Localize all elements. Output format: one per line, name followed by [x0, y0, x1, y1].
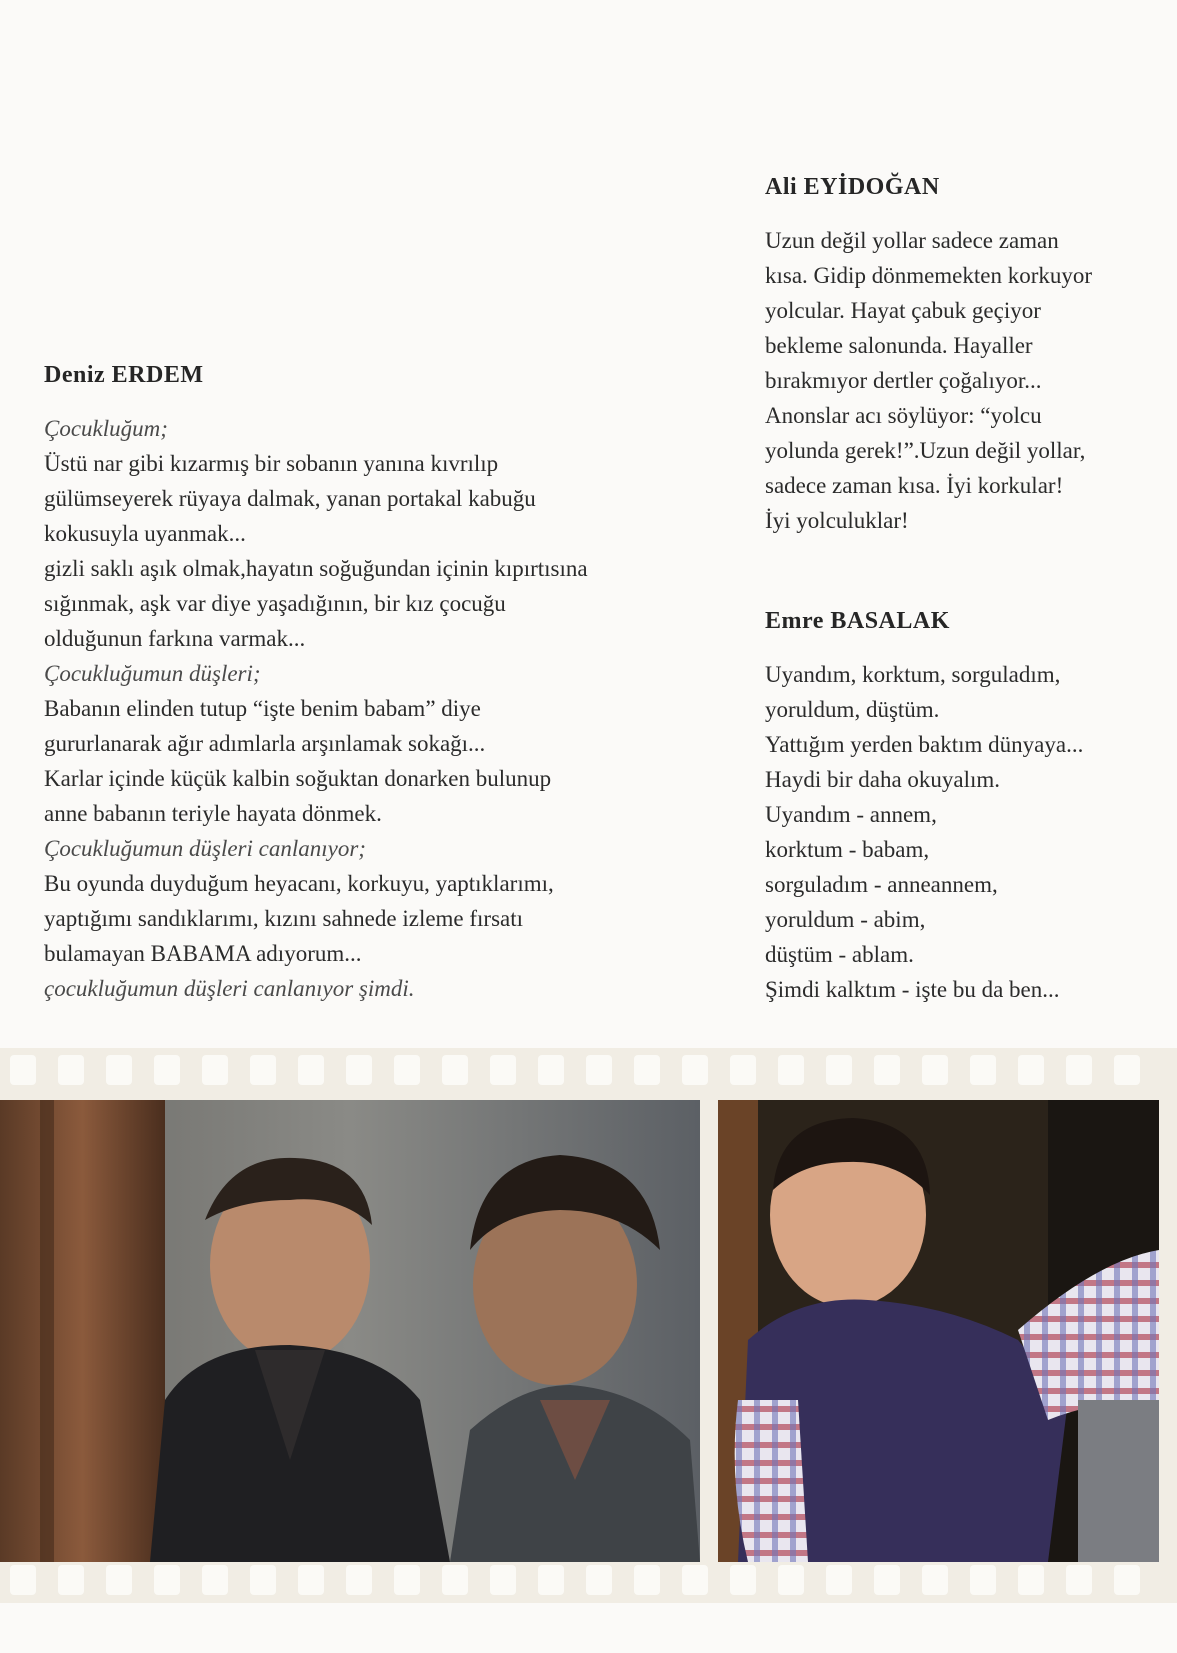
text-line: kokusuyla uyanmak...: [44, 521, 246, 546]
text-line: İyi yolculuklar!: [765, 508, 909, 533]
film-hole: [538, 1565, 564, 1595]
film-perforations-bottom: [0, 1560, 1177, 1600]
film-hole: [250, 1565, 276, 1595]
film-hole: [10, 1565, 36, 1595]
film-hole: [970, 1055, 996, 1085]
film-hole: [346, 1055, 372, 1085]
film-hole: [298, 1565, 324, 1595]
film-hole: [106, 1055, 132, 1085]
text-line: Karlar içinde küçük kalbin soğuktan donarken bulunup: [44, 766, 552, 791]
deniz-erdem-text: [44, 411, 664, 1006]
film-hole: [730, 1565, 756, 1595]
text-line: Çocukluğumun düşleri;: [44, 661, 261, 686]
film-hole: [394, 1055, 420, 1085]
photo-two-actors: [0, 1100, 700, 1562]
film-hole: [154, 1565, 180, 1595]
film-hole: [58, 1565, 84, 1595]
film-hole: [1114, 1055, 1140, 1085]
film-hole: [922, 1565, 948, 1595]
text-line: Şimdi kalktım - işte bu da ben...: [765, 977, 1060, 1002]
film-hole: [1066, 1055, 1092, 1085]
ali-eyidogan-section: [765, 174, 1145, 538]
text-line: olduğunun farkına varmak...: [44, 626, 306, 651]
film-hole: [490, 1565, 516, 1595]
film-hole: [202, 1565, 228, 1595]
text-line: bulamayan BABAMA adıyorum...: [44, 941, 362, 966]
text-line: anne babanın teriyle hayata dönmek.: [44, 801, 382, 826]
text-line: yolunda gerek!”.Uzun değil yollar,: [765, 438, 1086, 463]
film-hole: [826, 1055, 852, 1085]
film-hole: [1066, 1565, 1092, 1595]
film-hole: [538, 1055, 564, 1085]
text-line: Uzun değil yollar sadece zaman: [765, 228, 1059, 253]
film-hole: [778, 1565, 804, 1595]
emre-basalak-name: Emre BASALAK: [765, 608, 950, 634]
film-hole: [874, 1055, 900, 1085]
film-hole: [922, 1055, 948, 1085]
film-hole: [682, 1565, 708, 1595]
film-hole: [634, 1565, 660, 1595]
text-line: bırakmıyor dertler çoğalıyor...: [765, 368, 1042, 393]
deniz-erdem-section: [44, 362, 664, 1006]
text-line: Yattığım yerden baktım dünyaya...: [765, 732, 1084, 757]
text-line: Üstü nar gibi kızarmış bir sobanın yanına kıvrılıp: [44, 451, 499, 476]
text-line: yoruldum - abim,: [765, 907, 926, 932]
film-hole: [442, 1055, 468, 1085]
text-line: Uyandım, korktum, sorguladım,: [765, 662, 1061, 687]
emre-basalak-text: [765, 657, 1145, 1007]
film-hole: [586, 1055, 612, 1085]
film-hole: [250, 1055, 276, 1085]
film-hole: [778, 1055, 804, 1085]
film-hole: [970, 1565, 996, 1595]
film-hole: [682, 1055, 708, 1085]
film-hole: [634, 1055, 660, 1085]
photo-smiling-actor: [718, 1100, 1159, 1562]
film-hole: [58, 1055, 84, 1085]
film-hole: [394, 1565, 420, 1595]
text-line: yolcular. Hayat çabuk geçiyor: [765, 298, 1041, 323]
emre-basalak-section: [765, 608, 1145, 1007]
text-line: düştüm - ablam.: [765, 942, 914, 967]
film-hole: [1018, 1055, 1044, 1085]
film-hole: [874, 1565, 900, 1595]
film-hole: [10, 1055, 36, 1085]
film-hole: [106, 1565, 132, 1595]
text-line: Çocukluğumun düşleri canlanıyor;: [44, 836, 366, 861]
text-line: bekleme salonunda. Hayaller: [765, 333, 1033, 358]
text-line: Anonslar acı söylüyor: “yolcu: [765, 403, 1042, 428]
text-line: sadece zaman kısa. İyi korkular!: [765, 473, 1064, 498]
text-line: Uyandım - annem,: [765, 802, 937, 827]
film-hole: [730, 1055, 756, 1085]
text-line: çocukluğumun düşleri canlanıyor şimdi.: [44, 976, 415, 1001]
film-perforations-top: [0, 1050, 1177, 1090]
film-hole: [826, 1565, 852, 1595]
film-hole: [1018, 1565, 1044, 1595]
text-line: Çocukluğum;: [44, 416, 168, 441]
text-line: yaptığımı sandıklarımı, kızını sahnede izleme fırsatı: [44, 906, 524, 931]
text-line: gizli saklı aşık olmak,hayatın soğuğundan içinin kıpırtısına: [44, 556, 588, 581]
film-hole: [442, 1565, 468, 1595]
deniz-erdem-name: Deniz ERDEM: [44, 362, 204, 388]
text-line: gülümseyerek rüyaya dalmak, yanan portakal kabuğu: [44, 486, 536, 511]
text-line: kısa. Gidip dönmemekten korkuyor: [765, 263, 1093, 288]
film-hole: [154, 1055, 180, 1085]
film-hole: [490, 1055, 516, 1085]
text-line: sığınmak, aşk var diye yaşadığının, bir kız çocuğu: [44, 591, 506, 616]
film-hole: [1114, 1565, 1140, 1595]
film-hole: [202, 1055, 228, 1085]
text-line: korktum - babam,: [765, 837, 930, 862]
ali-eyidogan-name: Ali EYİDOĞAN: [765, 174, 940, 200]
ali-eyidogan-text: [765, 223, 1145, 538]
text-line: Bu oyunda duyduğum heyacanı, korkuyu, yaptıklarımı,: [44, 871, 554, 896]
text-line: Babanın elinden tutup “işte benim babam” diye: [44, 696, 481, 721]
text-line: gururlanarak ağır adımlarla arşınlamak sokağı...: [44, 731, 486, 756]
text-line: Haydi bir daha okuyalım.: [765, 767, 1001, 792]
text-line: sorguladım - anneannem,: [765, 872, 998, 897]
film-hole: [346, 1565, 372, 1595]
text-line: yoruldum, düştüm.: [765, 697, 940, 722]
film-hole: [298, 1055, 324, 1085]
film-hole: [586, 1565, 612, 1595]
